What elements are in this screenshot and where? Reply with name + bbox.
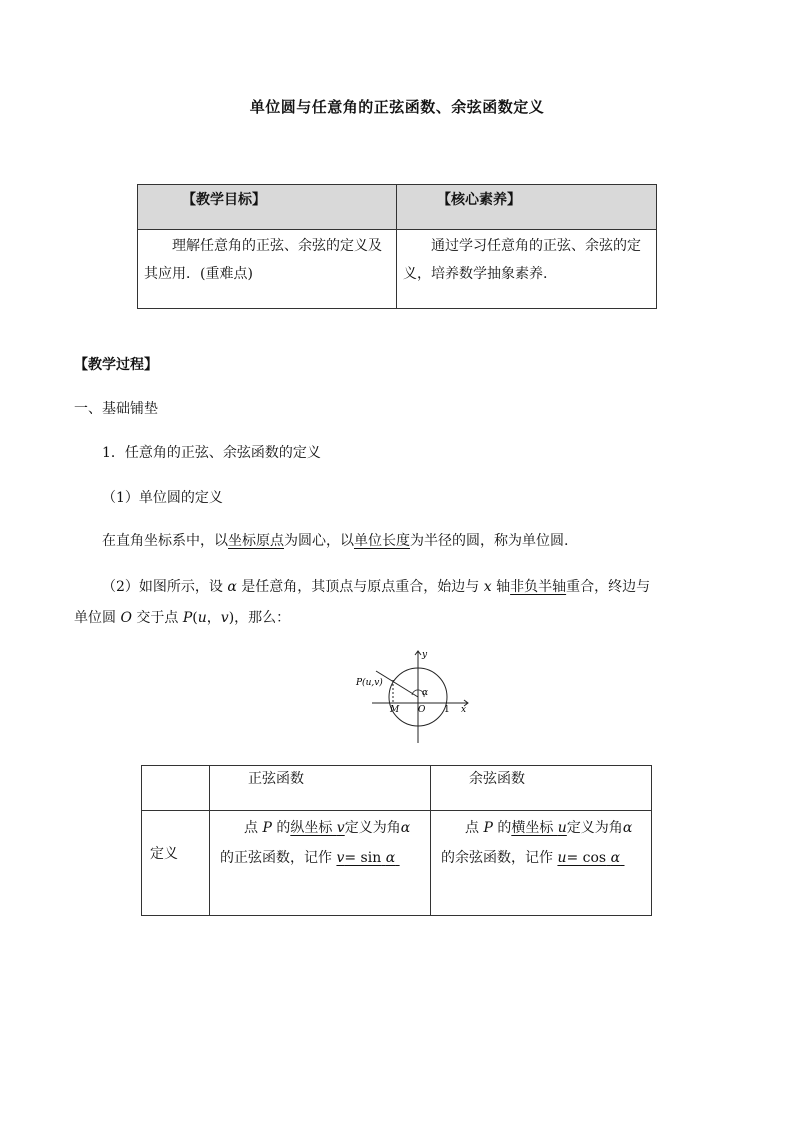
text: 的正弦函数，记作: [220, 850, 337, 866]
underline-sine-formula: [336, 850, 399, 866]
sine-expression: = sin: [344, 850, 382, 866]
underline-ordinate: [290, 820, 344, 836]
cosine-header: 余弦函数: [469, 771, 525, 787]
v-symbol: v: [336, 820, 345, 836]
p-symbol: P: [262, 820, 272, 836]
cosine-header-cell: [431, 766, 652, 811]
x-symbol: x: [483, 579, 492, 595]
underline-origin: 坐标原点: [228, 533, 284, 549]
sine-header: 正弦函数: [248, 771, 304, 787]
alpha-label: α: [422, 688, 429, 698]
underline-nonneg-half-axis: 非负半轴: [510, 579, 567, 595]
text: ，: [206, 610, 221, 626]
text: 是任意角，其顶点与原点重合，始边与: [236, 579, 484, 595]
underline-abscissa: [511, 820, 566, 836]
text: 点: [244, 820, 263, 836]
definition-label: 定义: [150, 846, 178, 862]
text: 交于点: [131, 610, 183, 626]
unit-circle-definition: [102, 530, 568, 550]
text: 重合，终边与: [566, 579, 651, 595]
process-heading: 【教学过程】: [74, 357, 158, 373]
goal-text: 理解任意角的正弦、余弦的定义及其应用．(重难点): [144, 238, 382, 282]
text: 为圆心，以: [284, 533, 354, 549]
cosine-definition-cell: [431, 811, 652, 916]
section-heading-basics: 一、基础铺垫: [74, 401, 158, 417]
cosine-expression: = cos: [566, 850, 607, 866]
v-symbol: v: [336, 850, 345, 866]
o-label: O: [418, 705, 426, 715]
u-symbol: u: [557, 850, 567, 866]
u-symbol: u: [557, 820, 567, 836]
sine-header-cell: [210, 766, 431, 811]
y-label: y: [422, 650, 428, 660]
alpha-symbol: α: [610, 850, 621, 866]
text: 的: [492, 820, 512, 836]
underline-cosine-formula: [557, 850, 624, 866]
sine-definition: [210, 811, 430, 873]
definition-table: [141, 765, 652, 916]
text: 的余弦函数，记作: [441, 850, 558, 866]
alpha-symbol: α: [400, 820, 411, 836]
item-definition-heading: 1．任意角的正弦、余弦函数的定义: [102, 445, 321, 461]
literacy-text: 通过学习任意角的正弦、余弦的定义，培养数学抽象素养.: [403, 238, 641, 282]
text: 纵坐标: [290, 820, 337, 836]
text: (: [192, 610, 198, 626]
text: 点: [465, 820, 484, 836]
text: （2）如图所示，设: [102, 579, 228, 595]
paragraph-figure-line2: [74, 607, 290, 627]
alpha-symbol: α: [385, 850, 396, 866]
v-symbol: v: [220, 610, 229, 626]
text: 横坐标: [511, 820, 558, 836]
page-title: 单位圆与任意角的正弦函数、余弦函数定义: [249, 98, 545, 116]
x-label: x: [461, 705, 467, 715]
u-symbol: u: [197, 610, 207, 626]
sub-heading-unit-circle: （1）单位圆的定义: [102, 490, 223, 506]
text: 定义为角: [344, 820, 401, 836]
core-literacy-header: 【核心素养】: [437, 192, 521, 208]
text: 的: [271, 820, 291, 836]
goals-table: [137, 184, 657, 309]
p-symbol: P: [483, 820, 493, 836]
paragraph-figure-line1: [102, 576, 650, 596]
sine-definition-cell: [210, 811, 431, 916]
alpha-symbol: α: [622, 820, 633, 836]
row-label-cell: [142, 811, 210, 916]
text: 轴: [491, 579, 511, 595]
point-p-label: P(u,v): [356, 678, 383, 688]
text: 为半径的圆，称为单位圆.: [410, 533, 569, 549]
literacy-header-cell: [397, 185, 657, 230]
corner-cell: [142, 766, 210, 811]
corner-text: [142, 766, 209, 768]
m-label: M: [390, 705, 400, 715]
text: 在直角坐标系中，以: [102, 533, 228, 549]
text: 定义为角: [566, 820, 623, 836]
goal-cell: [138, 230, 397, 309]
unit-circle-figure: [350, 645, 475, 745]
cosine-definition: [431, 811, 651, 873]
text: )，那么：: [228, 610, 291, 626]
underline-unit-length: 单位长度: [354, 533, 410, 549]
p-symbol: P: [182, 610, 193, 626]
teaching-goal-header: 【教学目标】: [182, 192, 266, 208]
alpha-symbol: α: [227, 579, 237, 595]
o-symbol: O: [120, 610, 132, 626]
literacy-cell: [397, 230, 657, 309]
one-label: 1: [444, 705, 450, 715]
text: 单位圆: [74, 610, 121, 626]
goals-header-cell: [138, 185, 397, 230]
